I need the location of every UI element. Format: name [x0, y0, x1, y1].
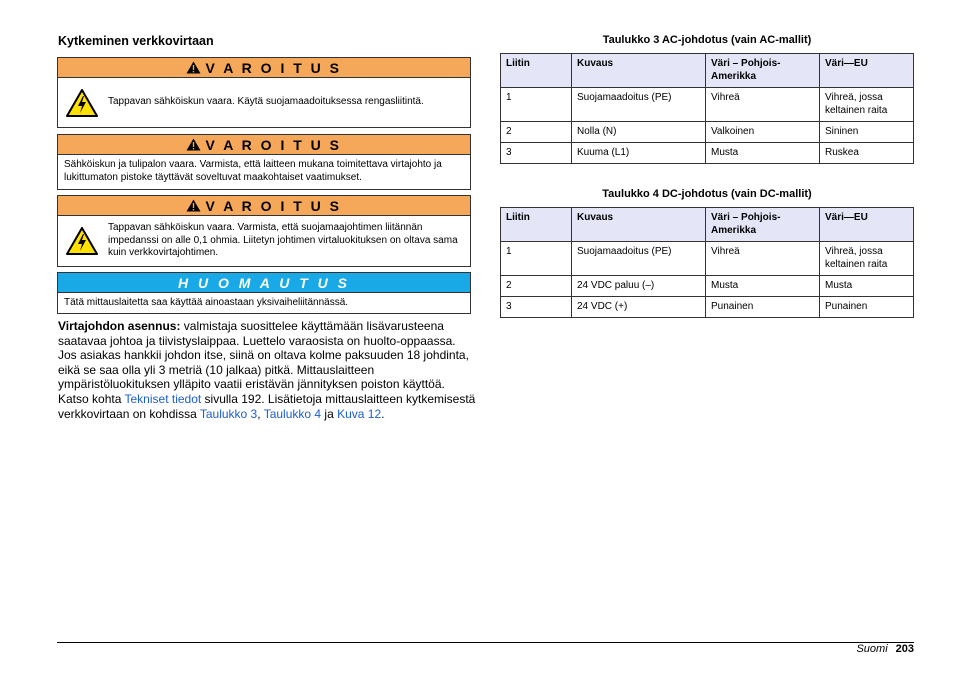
dc-wiring-table [500, 207, 914, 318]
table-row [501, 276, 914, 297]
table-row [501, 143, 914, 164]
table-cell: Vihreä [706, 88, 820, 122]
paragraph-text: . [381, 406, 385, 421]
header-cell: Väri—EU [820, 208, 914, 242]
table-cell: Vihreä, jossa keltainen raita [820, 88, 914, 122]
table-cell: Ruskea [820, 143, 914, 164]
table-cell: Vihreä, jossa keltainen raita [820, 242, 914, 276]
notice-bar: H U O M A U T U S [58, 273, 470, 293]
electric-shock-hazard-icon [58, 227, 106, 255]
link-technical-data[interactable]: Tekniset tiedot [124, 391, 202, 406]
table-cell: Sininen [820, 122, 914, 143]
warning-label: V A R O I T U S [205, 136, 342, 153]
notice-box [57, 272, 471, 314]
footer-language: Suomi [856, 643, 888, 655]
link-table-3[interactable]: Taulukko 3 [199, 406, 258, 421]
table-cell: Nolla (N) [572, 122, 706, 143]
footer-divider [57, 642, 914, 643]
notice-text: Tätä mittauslaitetta saa käyttää ainoastaan yksivaiheliitännässä. [64, 297, 349, 308]
installation-paragraph [58, 319, 476, 421]
table-row [501, 122, 914, 143]
header-cell: Liitin [501, 208, 572, 242]
warning-text: Sähköiskun ja tulipalon vaara. Varmista, että laitteen mukana toimitettava virtajohto ja lukittumaton pistoke täyttävät soveltuvat maakohtaiset vaatimukset. [64, 159, 442, 183]
header-cell: Väri – Pohjois-Amerikka [706, 54, 820, 88]
warning-box-3 [57, 195, 471, 267]
table-cell: 24 VDC (+) [572, 297, 706, 318]
table-cell: Musta [706, 143, 820, 164]
warning-bar [58, 58, 470, 78]
page-footer [856, 643, 914, 655]
paragraph-text: , [257, 406, 264, 421]
header-cell: Kuvaus [572, 208, 706, 242]
warning-bar [58, 135, 470, 155]
table-row [501, 297, 914, 318]
table-cell: 3 [501, 297, 572, 318]
table-4-caption: Taulukko 4 DC-johdotus (vain DC-mallit) [602, 188, 812, 200]
header-cell: Kuvaus [572, 54, 706, 88]
table-cell: 2 [501, 276, 572, 297]
header-cell: Liitin [501, 54, 572, 88]
table-cell: Punainen [820, 297, 914, 318]
table-cell: 2 [501, 122, 572, 143]
warning-box-1 [57, 57, 471, 128]
table-cell: Musta [706, 276, 820, 297]
link-figure-12[interactable]: Kuva 12 [337, 406, 382, 421]
warning-bar [58, 196, 470, 216]
warning-text: Tappavan sähköiskun vaara. Käytä suojamaadoituksessa rengasliitintä. [108, 96, 424, 108]
warning-triangle-icon [186, 61, 201, 74]
table-cell: Suojamaadoitus (PE) [572, 88, 706, 122]
table-cell: 1 [501, 88, 572, 122]
table-cell: Valkoinen [706, 122, 820, 143]
electric-shock-hazard-icon [58, 89, 106, 117]
table-row [501, 242, 914, 276]
header-cell: Väri – Pohjois-Amerikka [706, 208, 820, 242]
table-cell: 24 VDC paluu (–) [572, 276, 706, 297]
paragraph-text: sivulla 192. Lisätietoja mittauslaitteen kytkemisestä verkkovirtaan on kohdissa [58, 391, 476, 421]
warning-text: Tappavan sähköiskun vaara. Varmista, että suojamaajohtimen liitännän impedanssi on alle 0,1 ohmia. Liitetyn johtimen virtaluokituksen on oltava sama kuin verkkovirtajohtimen. [108, 222, 458, 259]
warning-label: V A R O I T U S [205, 59, 342, 76]
paragraph-text: ja [321, 406, 338, 421]
table-header-row [501, 54, 914, 88]
warning-box-2 [57, 134, 471, 190]
table-cell: Punainen [706, 297, 820, 318]
warning-triangle-icon [186, 138, 201, 151]
warning-label: V A R O I T U S [205, 197, 342, 214]
table-cell: Vihreä [706, 242, 820, 276]
table-cell: 3 [501, 143, 572, 164]
table-row [501, 88, 914, 122]
page-number: 203 [895, 643, 914, 655]
link-table-4[interactable]: Taulukko 4 [263, 406, 322, 421]
table-3-caption: Taulukko 3 AC-johdotus (vain AC-mallit) [602, 34, 812, 46]
table-header-row [501, 208, 914, 242]
paragraph-lead: Virtajohdon asennus: [58, 319, 181, 333]
section-heading: Kytkeminen verkkovirtaan [58, 34, 214, 48]
table-cell: 1 [501, 242, 572, 276]
paragraph-text: valmistaja suosittelee käyttämään lisävarusteena saatavaa johtoa ja tiivistyslaippaa. Luettelo varaosista on huolto-oppaassa. Jos asiakas hankkii johdon itse, siinä on oltava kolme paksuuden 18 johdinta, eikä se saa olla yli 3 metriä (10 jalkaa) pitkä. Mittauslaitteen ympäristöluokituksen ylläpito vaatii eristävän jännityksen poiston käyttöä. Katso kohta [58, 319, 469, 406]
ac-wiring-table [500, 53, 914, 164]
table-cell: Kuuma (L1) [572, 143, 706, 164]
table-cell: Suojamaadoitus (PE) [572, 242, 706, 276]
warning-triangle-icon [186, 199, 201, 212]
table-cell: Musta [820, 276, 914, 297]
header-cell: Väri—EU [820, 54, 914, 88]
